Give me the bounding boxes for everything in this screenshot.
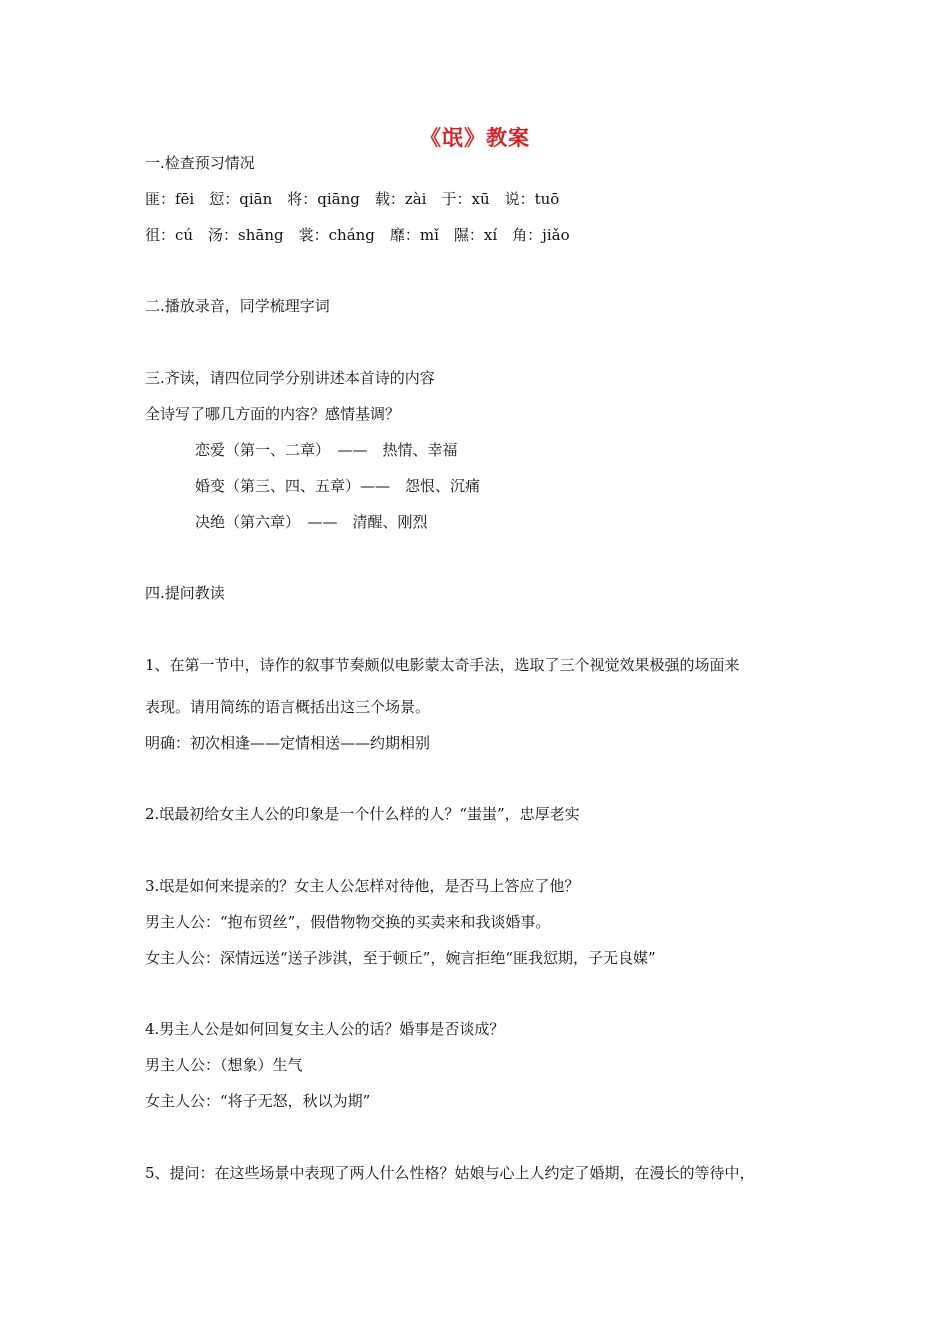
answer-1: 明确：初次相逢——定情相送——约期相别 [145, 734, 431, 752]
question-2: 2.氓最初给女主人公的印象是一个什么样的人？“蚩蚩”，忠厚老实 [145, 805, 580, 823]
question-5: 5、提问：在这些场景中表现了两人什么性格？姑娘与心上人约定了婚期，在漫长的等待中， [145, 1164, 755, 1182]
question-1-cont: 表现。请用简练的语言概括出这三个场景。 [145, 698, 431, 716]
content-item-change: 婚变（第三、四、五章）—— 怨恨、沉痛 [195, 477, 481, 495]
document-title: 《氓》教案 [420, 125, 530, 150]
answer-3-female: 女主人公：深情远送“送子涉淇，至于顿丘”，婉言拒绝“匪我愆期，子无良媒” [145, 949, 656, 967]
section-heading-2: 二.播放录音，同学梳理字词 [145, 297, 330, 315]
question-3: 3.氓是如何来提亲的？女主人公怎样对待他，是否马上答应了他？ [145, 877, 580, 895]
answer-4-female: 女主人公：“将子无怒，秋以为期” [145, 1092, 371, 1110]
pinyin-row-1: 匪：fēi 愆：qiān 将：qiāng 载：zài 于：xū 说：tuō [145, 190, 560, 208]
question-1: 1、在第一节中，诗作的叙事节奏颇似电影蒙太奇手法，选取了三个视觉效果极强的场面来 [145, 656, 740, 674]
section-heading-3: 三.齐读，请四位同学分别讲述本首诗的内容 [145, 369, 435, 387]
answer-4-male: 男主人公：（想象）生气 [145, 1056, 303, 1074]
answer-3-male: 男主人公：“抱布贸丝”，假借物物交换的买卖来和我谈婚事。 [145, 913, 551, 931]
question-text: 全诗写了哪几方面的内容？感情基调？ [145, 405, 401, 423]
pinyin-row-2: 徂：cú 汤：shāng 裳：cháng 靡：mǐ 隰：xí 角：jiǎo [145, 226, 570, 244]
content-item-love: 恋爱（第一、二章） —— 热情、幸福 [195, 441, 458, 459]
content-item-break: 决绝（第六章） —— 清醒、刚烈 [195, 513, 428, 531]
section-heading-1: 一.检查预习情况 [145, 154, 255, 172]
question-4: 4.男主人公是如何回复女主人公的话？婚事是否谈成？ [145, 1020, 505, 1038]
section-heading-4: 四.提问教读 [145, 584, 225, 602]
